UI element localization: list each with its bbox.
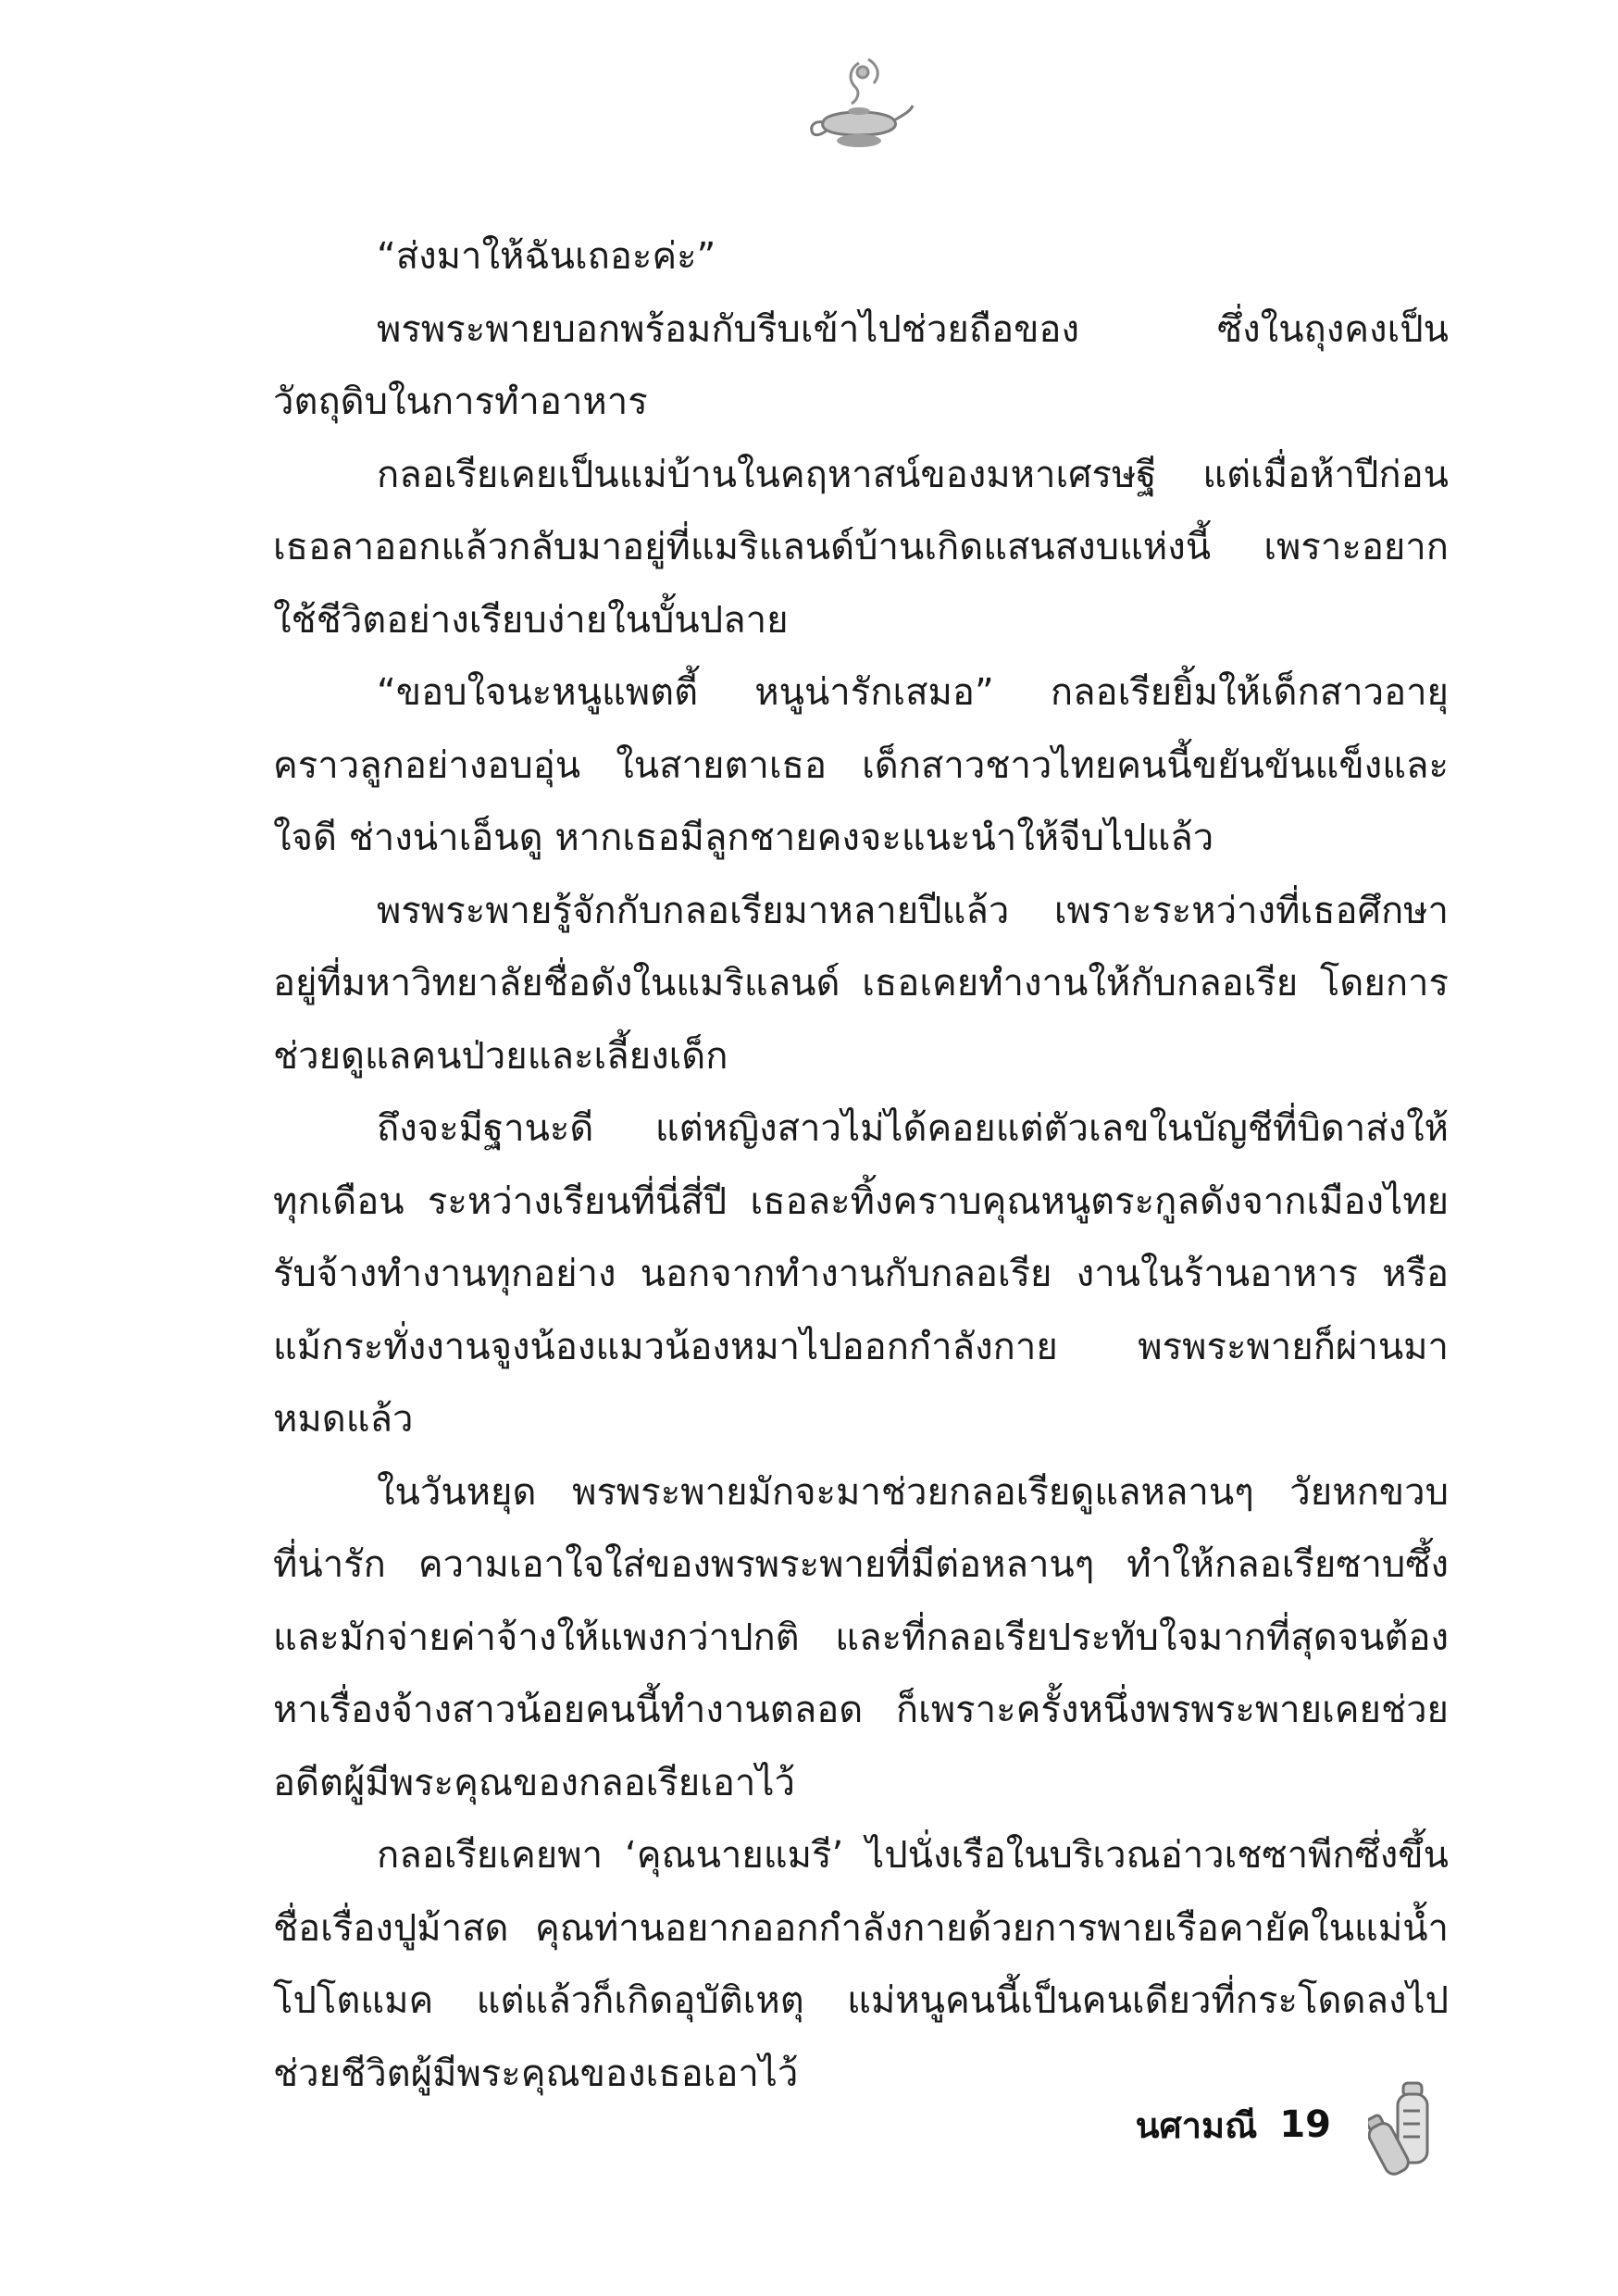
- text-line: อยู่ที่มหาวิทยาลัยชื่อดังในแมริแลนด์ เธอเคยทำงานให้กับกลอเรีย โดยการ: [273, 962, 1449, 1004]
- text-line: ช่วยดูแลคนป่วยและเลี้ยงเด็ก: [273, 1034, 728, 1078]
- text-line: หาเรื่องจ้างสาวน้อยคนนี้ทำงานตลอด ก็เพราะครั้งหนึ่งพรพระพายเคยช่วย: [273, 1689, 1449, 1731]
- text-line: ใจดี ช่างน่าเอ็นดู หากเธอมีลูกชายคงจะแนะนำให้จีบไปแล้ว: [273, 817, 1214, 859]
- page-number: 19: [1279, 2103, 1331, 2146]
- text-line: ใช้ชีวิตอย่างเรียบง่ายในบั้นปลาย: [273, 598, 789, 642]
- text-line: อดีตผู้มีพระคุณของกลอเรียเอาไว้: [273, 1761, 795, 1804]
- text-line: หมดแล้ว: [273, 1398, 414, 1441]
- text-line: แม้กระทั่งงานจูงน้องแมวน้องหมาไปออกกำลังกาย พรพระพายก็ผ่านมา: [273, 1325, 1449, 1368]
- text-line: ในวันหยุด พรพระพายมักจะมาช่วยกลอเรียดูแลหลานๆ วัยหกขวบ: [377, 1470, 1449, 1514]
- baby-bottles-icon: [1368, 2074, 1451, 2176]
- text-line: โปโตแมค แต่แล้วก็เกิดอุบัติเหตุ แม่หนูคนนี้เป็นคนเดียวที่กระโดดลงไป: [273, 1979, 1449, 2022]
- text-line: คราวลูกอย่างอบอุ่น ในสายตาเธอ เด็กสาวชาวไทยคนนี้ขยันขันแข็งและ: [273, 743, 1449, 787]
- page-footer: [1136, 2083, 1331, 2166]
- text-line: และมักจ่ายค่าจ้างให้แพงกว่าปกติ และที่กลอเรียประทับใจมากที่สุดจนต้อง: [273, 1616, 1449, 1659]
- text-line: ทุกเดือน ระหว่างเรียนที่นี่สี่ปี เธอละทิ้งคราบคุณหนูตระกูลดังจากเมืองไทย: [273, 1179, 1449, 1223]
- text-line: วัตถุดิบในการทำอาหาร: [273, 381, 648, 423]
- running-title: นศามณี: [1135, 2104, 1258, 2146]
- text-line: พรพระพายบอกพร้อมกับรีบเข้าไปช่วยถือของ ซึ่งในถุงคงเป็น: [377, 307, 1449, 351]
- text-line: “ส่งมาให้ฉันเถอะค่ะ”: [377, 235, 716, 278]
- text-line: พรพระพายรู้จักกับกลอเรียมาหลายปีแล้ว เพราะระหว่างที่เธอศึกษา: [377, 889, 1449, 932]
- text-line: “ขอบใจนะหนูแพตตี้ หนูน่ารักเสมอ” กลอเรียยิ้มให้เด็กสาวอายุ: [377, 671, 1449, 714]
- text-line: กลอเรียเคยพา ‘คุณนายแมรี’ ไปนั่งเรือในบริเวณอ่าวเชซาพีกซึ่งขึ้น: [377, 1834, 1449, 1877]
- text-line: ชื่อเรื่องปูม้าสด คุณท่านอยากออกกำลังกายด้วยการพายเรือคายัคในแม่น้ำ: [273, 1906, 1449, 1950]
- text-line: ที่น่ารัก ความเอาใจใส่ของพรพระพายที่มีต่อหลานๆ ทำให้กลอเรียซาบซึ้ง: [273, 1543, 1449, 1586]
- text-line: รับจ้างทำงานทุกอย่าง นอกจากทำงานกับกลอเรีย งานในร้านอาหาร หรือ: [273, 1253, 1449, 1295]
- body-text: [273, 220, 1449, 2110]
- text-line: ช่วยชีวิตผู้มีพระคุณของเธอเอาไว้: [273, 2052, 799, 2095]
- text-line: เธอลาออกแล้วกลับมาอยู่ที่แมริแลนด์บ้านเกิดแสนสงบแห่งนี้ เพราะอยาก: [273, 526, 1449, 568]
- text-line: ถึงจะมีฐานะดี แต่หญิงสาวไม่ได้คอยแต่ตัวเลขในบัญชีที่บิดาส่งให้: [377, 1107, 1449, 1150]
- text-line: กลอเรียเคยเป็นแม่บ้านในคฤหาสน์ของมหาเศรษฐี แต่เมื่อห้าปีก่อน: [377, 453, 1449, 496]
- genie-lamp-icon: [803, 56, 915, 157]
